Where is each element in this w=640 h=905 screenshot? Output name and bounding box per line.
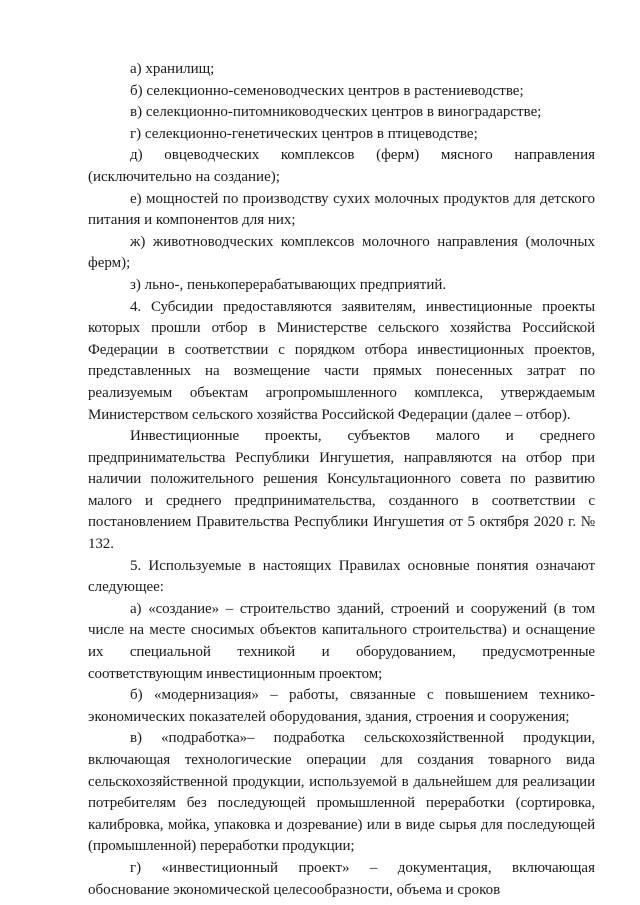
list-item-z-flax-hemp: з) льно-, пенькоперерабатывающих предприятий. — [130, 276, 447, 293]
list-item-e-dry-milk-capacity: е) мощностей по производству сухих молочных продуктов для детского питания и компонентов для них; — [88, 190, 595, 229]
list-item-d-sheep-complexes: д) овцеводческих комплексов (ферм) мясного направления (исключительно на создание); — [88, 147, 595, 185]
document-body — [88, 59, 595, 901]
paragraph-investment-projects-sme: Инвестиционные проекты, субъектов малого и среднего предпринимательства Республики Ингушетия, направляются на отбор при наличии положительного решения Консультационного совета по развитию малого и среднего предпринимательства, созданного в соответствии с постановлением Правительства Республики Ингушетия от 5 октября 2020 г. № 132. — [88, 428, 595, 553]
definition-creation: а) «создание» – строительство зданий, строений и сооружений (в том числе на месте сносимых объектов капитального строительства) и оснащение их специальной техникой и оборудованием, предусмотренные соответствующим инвестиционным проектом; — [88, 600, 595, 682]
list-item-b-seed-centers: б) селекционно-семеноводческих центров в растениеводстве; — [130, 82, 524, 99]
section-4-subsidies: 4. Субсидии предоставляются заявителям, инвестиционные проекты которых прошли отбор в Министерстве сельского хозяйства Российской Федерации в соответствии с порядком отбора инвестиционных проектов, представленных на возмещение части прямых понесенных затрат по реализуемым объектам агропромышленного комплекса, утверждаемым Министерством сельского хозяйства Российской Федерации (далее – отбор). — [88, 298, 595, 423]
list-item-g-poultry-centers: г) селекционно-генетических центров в птицеводстве; — [130, 125, 478, 142]
list-item-zh-dairy-complexes: ж) животноводческих комплексов молочного направления (молочных ферм); — [88, 233, 595, 272]
definition-pre-processing: в) «подработка»– подработка сельскохозяйственной продукции, включающая технологические операции для создания товарного вида сельскохозяйственной продукции, используемой в дальнейшем для реализации потребителям без последующей промышленной переработки (сортировка, калибровка, мойка, упаковка и дозревание) или в виде сырья для последующей (промышленной) переработки продукции; — [88, 730, 595, 855]
definition-investment-project: г) «инвестиционный проект» – документация, включающая обоснование экономической целесообразности, объема и сроков — [88, 859, 595, 898]
definition-modernization: б) «модернизация» – работы, связанные с повышением технико-экономических показателей оборудования, здания, строения и сооружения; — [88, 687, 595, 725]
list-item-v-nursery-centers: в) селекционно-питомниководческих центров в виноградарстве; — [130, 104, 542, 121]
section-5-definitions: 5. Используемые в настоящих Правилах основные понятия означают следующее: — [88, 557, 595, 596]
list-item-a-storage: а) хранилищ; — [130, 61, 215, 77]
